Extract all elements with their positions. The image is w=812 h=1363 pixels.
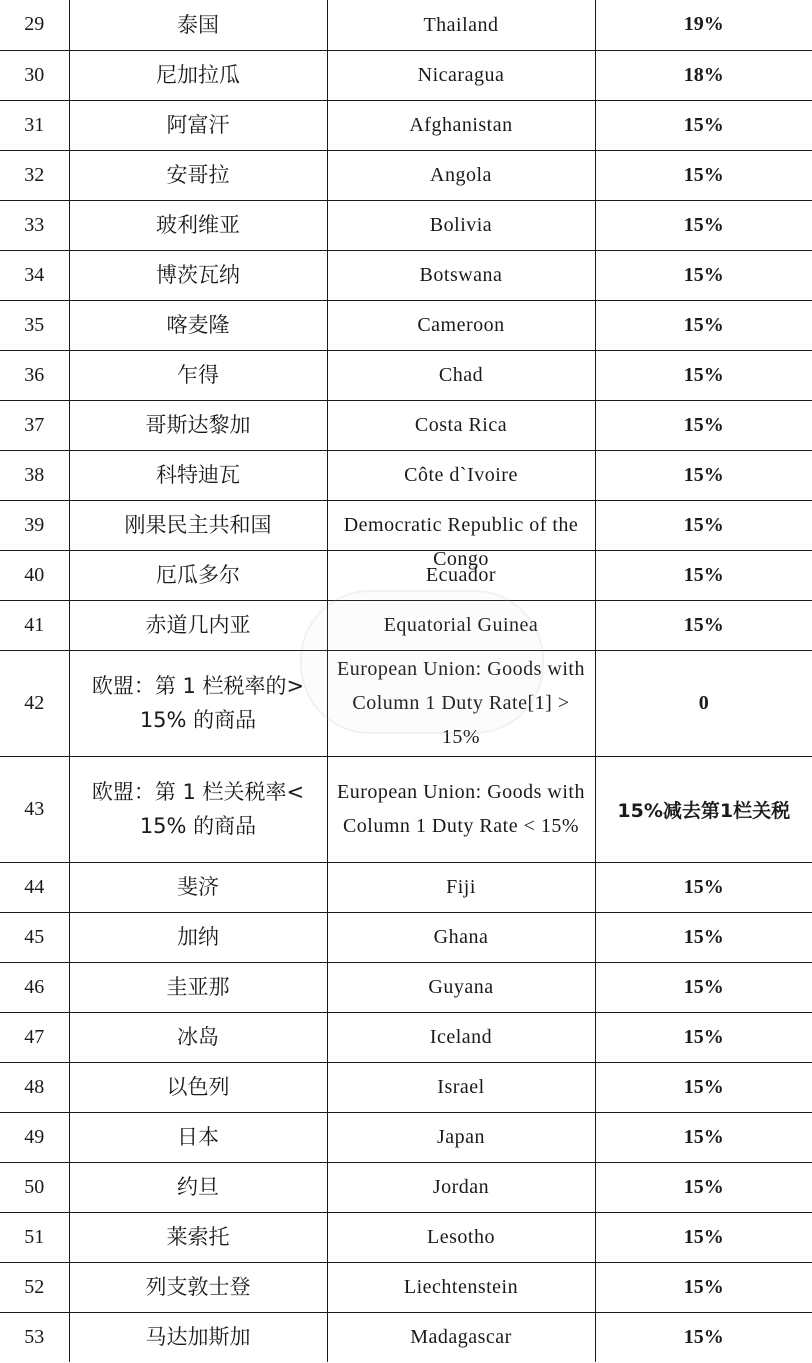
country-name-english: European Union: Goods with Column 1 Duty Rate[1] > 15% [327, 650, 595, 756]
tariff-rate: 15% [595, 912, 812, 962]
country-name-chinese: 莱索托 [69, 1212, 327, 1262]
country-name-english: European Union: Goods with Column 1 Duty Rate < 15% [327, 756, 595, 862]
table-row [0, 1062, 812, 1112]
row-number: 30 [0, 50, 69, 100]
table-row [0, 150, 812, 200]
country-name-english: Nicaragua [327, 50, 595, 100]
row-number: 45 [0, 912, 69, 962]
country-name-english: Thailand [327, 0, 595, 50]
country-name-english: Botswana [327, 250, 595, 300]
table-row [0, 450, 812, 500]
country-name-chinese: 哥斯达黎加 [69, 400, 327, 450]
row-number: 49 [0, 1112, 69, 1162]
row-number: 33 [0, 200, 69, 250]
table-row [0, 1312, 812, 1362]
clipped-english-text: Democratic Republic of the Congo [343, 514, 579, 570]
country-name-chinese: 列支敦士登 [69, 1262, 327, 1312]
tariff-rate: 15% [595, 1312, 812, 1362]
country-name-chinese: 赤道几内亚 [69, 600, 327, 650]
country-name-english: Angola [327, 150, 595, 200]
table-row [0, 350, 812, 400]
country-name-chinese: 欧盟：第 1 栏关税率< 15% 的商品 [69, 756, 327, 862]
country-name-english: Afghanistan [327, 100, 595, 150]
row-number: 42 [0, 650, 69, 756]
country-name-english: Ghana [327, 912, 595, 962]
country-name-english: Iceland [327, 1012, 595, 1062]
row-number: 40 [0, 550, 69, 600]
country-name-chinese: 约旦 [69, 1162, 327, 1212]
table-row [0, 50, 812, 100]
row-number: 37 [0, 400, 69, 450]
country-name-chinese: 安哥拉 [69, 150, 327, 200]
table-row [0, 0, 812, 50]
tariff-rate: 19% [595, 0, 812, 50]
country-name-chinese: 喀麦隆 [69, 300, 327, 350]
row-number: 50 [0, 1162, 69, 1212]
tariff-rate: 15% [595, 300, 812, 350]
country-name-english [327, 500, 595, 570]
table-row [0, 550, 812, 600]
row-number: 43 [0, 756, 69, 862]
country-name-english: Lesotho [327, 1212, 595, 1262]
country-name-english: Guyana [327, 962, 595, 1012]
table-row [0, 500, 812, 550]
tariff-rate: 15% [595, 350, 812, 400]
row-number: 35 [0, 300, 69, 350]
table-row [0, 1112, 812, 1162]
table-row [0, 250, 812, 300]
country-name-english: Japan [327, 1112, 595, 1162]
row-number: 39 [0, 500, 69, 550]
row-number: 47 [0, 1012, 69, 1062]
country-name-chinese: 马达加斯加 [69, 1312, 327, 1362]
tariff-rate: 15% [595, 400, 812, 450]
table-row [0, 300, 812, 350]
country-name-chinese: 泰国 [69, 0, 327, 50]
country-name-english: Ecuador [327, 550, 595, 600]
country-name-english: Equatorial Guinea [327, 600, 595, 650]
tariff-rate: 15% [595, 1012, 812, 1062]
row-number: 44 [0, 862, 69, 912]
tariff-rate: 0 [595, 650, 812, 756]
table-row [0, 1212, 812, 1262]
country-name-chinese: 刚果民主共和国 [69, 500, 327, 550]
country-name-chinese: 以色列 [69, 1062, 327, 1112]
tariff-rate: 15% [595, 1262, 812, 1312]
tariff-rate: 15% [595, 1162, 812, 1212]
table-row [0, 912, 812, 962]
tariff-rate: 15% [595, 500, 812, 550]
tariff-rate: 15% [595, 200, 812, 250]
table-row [0, 1012, 812, 1062]
table-row [0, 1262, 812, 1312]
country-name-chinese: 欧盟：第 1 栏税率的> 15% 的商品 [69, 650, 327, 756]
country-name-chinese: 加纳 [69, 912, 327, 962]
country-name-chinese: 圭亚那 [69, 962, 327, 1012]
row-number: 29 [0, 0, 69, 50]
country-name-english: Israel [327, 1062, 595, 1112]
tariff-rate: 15% [595, 600, 812, 650]
country-name-english: Cameroon [327, 300, 595, 350]
country-name-chinese: 博茨瓦纳 [69, 250, 327, 300]
tariff-rate: 15% [595, 962, 812, 1012]
country-name-chinese: 乍得 [69, 350, 327, 400]
row-number: 51 [0, 1212, 69, 1262]
table-row [0, 400, 812, 450]
table-row [0, 200, 812, 250]
table-row [0, 862, 812, 912]
country-name-chinese: 冰岛 [69, 1012, 327, 1062]
country-name-english: Jordan [327, 1162, 595, 1212]
tariff-rate: 15% [595, 1112, 812, 1162]
row-number: 34 [0, 250, 69, 300]
row-number: 32 [0, 150, 69, 200]
tariff-rate: 15% [595, 1212, 812, 1262]
country-name-english: Costa Rica [327, 400, 595, 450]
country-name-english: Madagascar [327, 1312, 595, 1362]
country-name-chinese: 阿富汗 [69, 100, 327, 150]
tariff-rate: 15% [595, 250, 812, 300]
country-name-english: Liechtenstein [327, 1262, 595, 1312]
tariff-rate: 15% [595, 450, 812, 500]
tariff-rate: 15% [595, 150, 812, 200]
table-row [0, 962, 812, 1012]
row-number: 52 [0, 1262, 69, 1312]
row-number: 46 [0, 962, 69, 1012]
country-name-english: Côte d`Ivoire [327, 450, 595, 500]
country-name-english: Fiji [327, 862, 595, 912]
country-name-chinese: 玻利维亚 [69, 200, 327, 250]
table-row [0, 756, 812, 862]
row-number: 36 [0, 350, 69, 400]
country-name-chinese: 厄瓜多尔 [69, 550, 327, 600]
row-number: 31 [0, 100, 69, 150]
row-number: 41 [0, 600, 69, 650]
country-name-chinese: 日本 [69, 1112, 327, 1162]
table-row [0, 100, 812, 150]
country-name-english: Chad [327, 350, 595, 400]
row-number: 48 [0, 1062, 69, 1112]
row-number: 38 [0, 450, 69, 500]
table-row [0, 600, 812, 650]
tariff-rate: 15% [595, 550, 812, 600]
tariff-rate: 15% [595, 100, 812, 150]
tariff-rate: 18% [595, 50, 812, 100]
country-name-english: Bolivia [327, 200, 595, 250]
table-row [0, 1162, 812, 1212]
tariff-rate: 15% [595, 862, 812, 912]
row-number: 53 [0, 1312, 69, 1362]
country-name-chinese: 科特迪瓦 [69, 450, 327, 500]
tariff-rate: 15%减去第1栏关税 [595, 756, 812, 862]
country-name-chinese: 尼加拉瓜 [69, 50, 327, 100]
table-row [0, 650, 812, 756]
tariff-rate: 15% [595, 1062, 812, 1112]
country-name-chinese: 斐济 [69, 862, 327, 912]
